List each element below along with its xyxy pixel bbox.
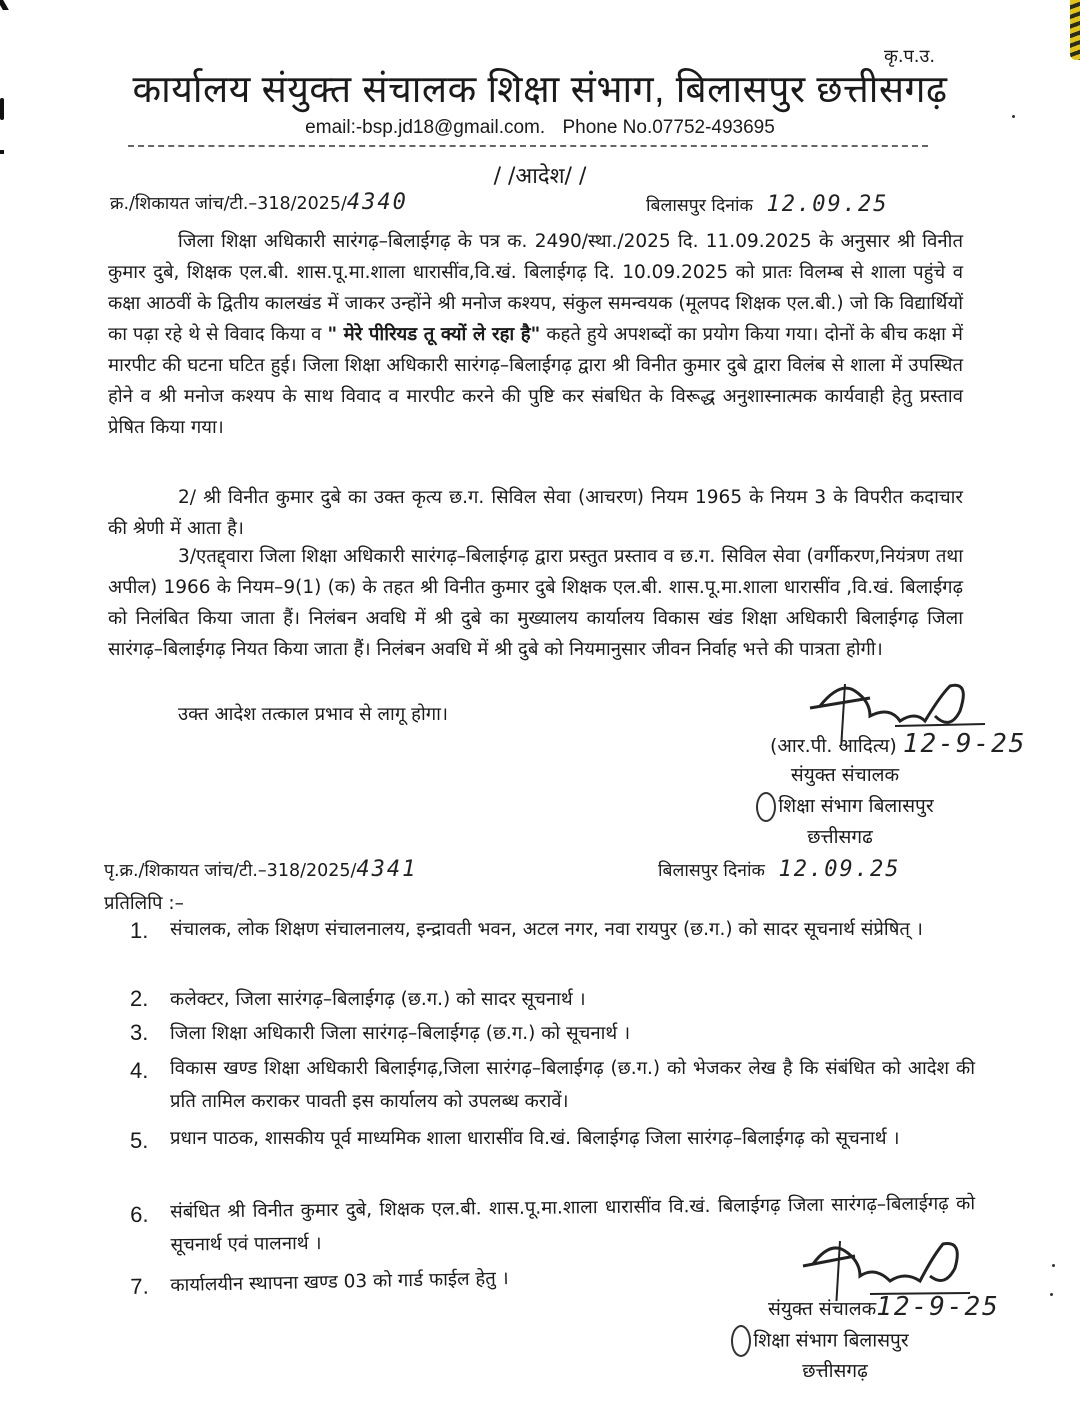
copy-ref-label: पृ.क्र./शिकायत जांच/टी.–318/2025/ — [104, 861, 357, 881]
speck — [1052, 1264, 1055, 1267]
header-divider — [128, 145, 928, 147]
order-paragraph-3 — [108, 541, 963, 665]
paragraph-text: उक्त आदेश तत्काल प्रभाव से लागू होगा। — [178, 704, 448, 725]
office-phone: Phone No.07752-493695 — [562, 117, 775, 138]
list-text: विकास खण्ड शिक्षा अधिकारी बिलाईगढ़,जिला सारंगढ़–बिलाईगढ़ (छ.ग.) को भेजकर लेख है कि संबंधित को आदेश की प्रति तामिल कराकर पावती इस कार्यालय को उपलब्ध करावें। — [170, 1058, 975, 1112]
office-email: email:-bsp.jd18@gmail.com. — [305, 117, 546, 138]
copy-heading: प्रतिलिपि :– — [104, 893, 184, 914]
department-text: शिक्षा संभाग बिलासपुर — [753, 1329, 909, 1352]
page-edge-stripe — [1070, 0, 1080, 60]
signature-date: 12-9-25 — [902, 729, 1027, 759]
speck — [1050, 1293, 1053, 1296]
list-text: प्रधान पाठक, शासकीय पूर्व माध्यमिक शाला धारासींव वि.खं. बिलाईगढ़ जिला सारंगढ़–बिलाईगढ़ को सूचनार्थ । — [170, 1128, 900, 1149]
list-text: कलेक्टर, जिला सारंगढ़–बिलाईगढ़ (छ.ग.) को सादर सूचनार्थ । — [170, 989, 586, 1010]
paragraph-text: जिला शिक्षा अधिकारी सारंगढ़–बिलाईगढ़ के पत्र क. 2490/स्था./2025 दि. 11.09.2025 के अनुसार श्री विनीत कुमार दुबे, शिक्षक एल.बी. शास.पू.मा.शाला धारासींव,वि.खं. बिलाईगढ़ दि. 10.09.2025 को प्रातः विलम्ब से शाला पहुंचे व कक्षा आठवीं के द्वितीय कालखंड में जाकर उन्होंने श्री मनोज कश्यप, संकुल समन्वयक (मूलपद शिक्षक एल.बी.) जो कि विद्यार्थियों का पढ़ा रहे थे से विवाद किया व — [108, 231, 963, 345]
list-text: संबंधित श्री विनीत कुमार दुबे, शिक्षक एल.बी. शास.पू.मा.शाला धारासींव वि.खं. बिलाईगढ़ जिला सारंगढ़–बिलाईगढ़ को सूचनार्थ एवं पालनार्थ । — [170, 1193, 976, 1256]
copy-reference — [104, 857, 417, 882]
order-reference — [110, 190, 408, 215]
copy-date-value: 12.09.25 — [778, 857, 901, 882]
signatory-name-line — [770, 729, 1026, 761]
office-title: कार्यालय संयुक्त संचालक शिक्षा संभाग, बिलासपुर छत्तीसगढ़ — [132, 69, 948, 111]
order-title: / /आदेश/ / — [493, 164, 587, 189]
copy-ref-number: 4341 — [356, 857, 418, 882]
order-date-label: बिलासपुर दिनांक — [646, 196, 753, 216]
signature2-date: 12-9-25 — [876, 1292, 1000, 1322]
circle-mark-icon — [756, 792, 776, 822]
corner-note: कृ.प.उ. — [884, 46, 936, 67]
copy-date-label: बिलासपुर दिनांक — [658, 861, 765, 881]
list-text: जिला शिक्षा अधिकारी जिला सारंगढ़–बिलाईगढ़ (छ.ग.) को सूचनार्थ । — [170, 1023, 631, 1044]
signatory2-designation-line — [768, 1292, 1000, 1324]
list-number: 5. — [130, 1128, 149, 1153]
order-ref-number: 4340 — [346, 190, 408, 215]
order-date — [646, 192, 888, 217]
list-item — [130, 1187, 980, 1256]
list-text: कार्यालयीन स्थापना खण्ड 03 को गार्ड फाईल हेतु । — [170, 1268, 509, 1297]
order-paragraph-2 — [108, 482, 963, 544]
list-number: 3. — [130, 1020, 149, 1045]
list-number: 2. — [130, 986, 149, 1011]
quoted-remark: " मेरे पीरियड तू क्यों ले रहा है" — [327, 324, 541, 345]
list-number: 1. — [130, 918, 149, 943]
signatory-department — [740, 791, 950, 822]
contact-line — [0, 117, 1080, 139]
order-ref-label: क्र./शिकायत जांच/टी.–318/2025/ — [110, 194, 347, 214]
paragraph-text: कहते हुये अपशब्दों का प्रयोग किया गया। दोनों के बीच कक्षा में मारपीट की घटना घटित हुई। जिला शिक्षा अधिकारी सारंगढ़–बिलाईगढ़ द्वारा श्री विनीत कुमार दुबे द्वारा विलंब से शाला में उपस्थित होने व श्री मनोज कश्यप के साथ विवाद व मारपीट करने की पुष्टि कर संबधित के विरूद्ध अनुशास्नात्मक कार्यवाही हेतु प्रस्ताव प्रेषित किया गया। — [108, 324, 963, 438]
order-date-value: 12.09.25 — [766, 192, 889, 217]
signatory2-department — [710, 1325, 930, 1357]
paragraph-text: 3/एतद्द्वारा जिला शिक्षा अधिकारी सारंगढ़–बिलाईगढ़ द्वारा प्रस्तुत प्रस्ताव व छ.ग. सिविल सेवा (वर्गीकरण,नियंत्रण तथा अपील) 1966 के नियम–9(1) (क) के तहत श्री विनीत कुमार दुबे शिक्षक एल.बी. शास.पू.मा.शाला धारासींव ,वि.खं. बिलाईगढ़ को निलंबित किया जाता हैं। निलंबन अवधि में श्री दुबे का मुख्यालय कार्यालय विकास खंड शिक्षा अधिकारी बिलाईगढ़ जिला सारंगढ़–बिलाईगढ़ नियत किया जाता हैं। निलंबन अवधि में श्री दुबे को नियमानुसार जीवन निर्वाह भत्ते की पात्रता होगी। — [108, 546, 963, 660]
edge-mark — [0, 150, 4, 154]
edge-mark — [0, 0, 9, 10]
paragraph-text: 2/ श्री विनीत कुमार दुबे का उक्त कृत्य छ.ग. सिविल सेवा (आचरण) नियम 1965 के नियम 3 के विपरीत कदाचार की श्रेणी में आता है। — [108, 487, 963, 539]
circle-mark-icon — [731, 1325, 751, 1357]
signatory2-state: छत्तीसगढ़ — [802, 1360, 868, 1382]
department-text: शिक्षा संभाग बिलासपुर — [778, 795, 934, 817]
list-number: 6. — [130, 1201, 149, 1227]
signatory-state: छत्तीसगढ — [807, 826, 873, 848]
list-number: 7. — [130, 1273, 149, 1299]
signatory-designation: संयुक्त संचालक — [790, 764, 900, 786]
speck — [1012, 115, 1015, 118]
order-paragraph-1 — [108, 226, 963, 443]
list-text: संचालक, लोक शिक्षण संचालनालय, इन्द्रावती भवन, अटल नगर, नवा रायपुर (छ.ग.) को सादर सूचनार्थ संप्रेषित् । — [170, 919, 923, 940]
signatory-name: (आर.पी. आदित्य) — [770, 735, 897, 757]
copy-date — [658, 857, 900, 882]
signatory2-designation: संयुक्त संचालक — [768, 1298, 877, 1320]
list-number: 4. — [130, 1058, 149, 1083]
